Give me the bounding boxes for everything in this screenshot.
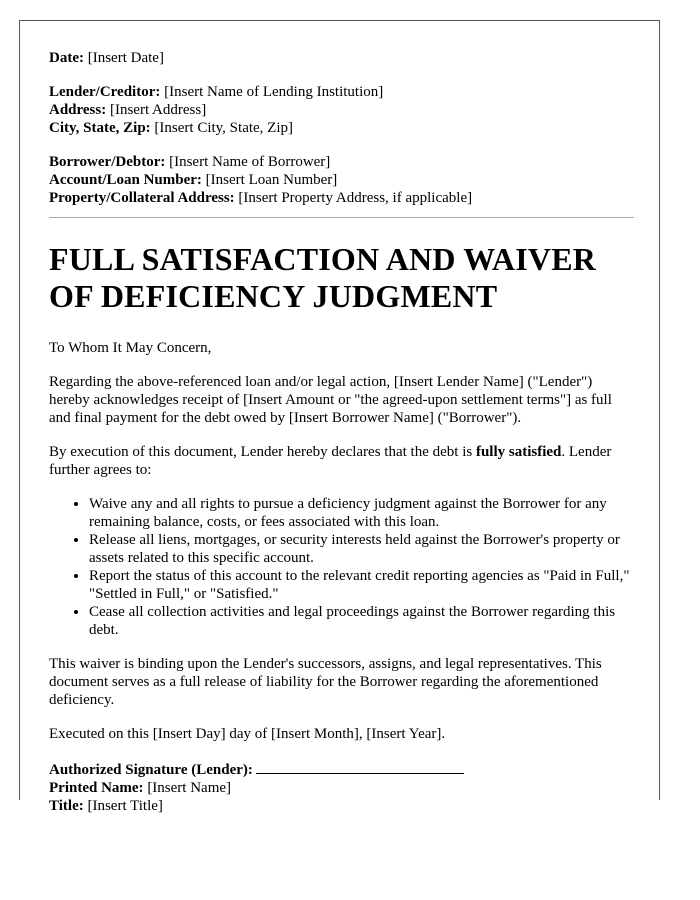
declaration-text-end: . Lender further agrees to: bbox=[49, 444, 612, 478]
lender-value: [Insert Name of Lending Institution] bbox=[164, 84, 384, 100]
signature-label: Authorized Signature (Lender): bbox=[49, 762, 253, 778]
document-content bbox=[49, 49, 634, 815]
document-page bbox=[19, 20, 660, 814]
title-label: Title: bbox=[49, 798, 84, 814]
printed-name-label: Printed Name: bbox=[49, 780, 144, 796]
address-label: Address: bbox=[49, 102, 107, 118]
city-value: [Insert City, State, Zip] bbox=[154, 120, 294, 136]
date-label: Date: bbox=[49, 50, 84, 66]
lender-section bbox=[49, 83, 634, 137]
borrower-section bbox=[49, 153, 634, 207]
binding-paragraph: This waiver is binding upon the Lender's successors, assigns, and legal representatives. This document serves as a full release of liability for the Borrower regarding the aforementioned deficiency. bbox=[49, 656, 602, 708]
list-item: • Report the status of this account to the relevant credit reporting agencies as "Paid in Full," "Settled in Full," or "Satisfied." bbox=[89, 567, 634, 603]
header-divider bbox=[49, 217, 634, 218]
list-item: • Cease all collection activities and legal proceedings against the Borrower regarding this debt. bbox=[89, 603, 634, 639]
account-label: Account/Loan Number: bbox=[49, 172, 202, 188]
account-value: [Insert Loan Number] bbox=[205, 172, 338, 188]
declaration-emphasis: fully satisfied bbox=[475, 444, 562, 460]
borrower-value: [Insert Name of Borrower] bbox=[169, 154, 331, 170]
property-label: Property/Collateral Address: bbox=[49, 190, 235, 206]
address-value: [Insert Address] bbox=[109, 102, 207, 118]
acknowledgement-paragraph: Regarding the above-referenced loan and/or legal action, [Insert Lender Name] ("Lender") hereby acknowledges receipt of [Insert Amount or "the agreed-upon settlement terms"] as full and final payment for the debt owed by [Insert Borrower Name] ("Borrower"). bbox=[49, 374, 612, 426]
borrower-label: Borrower/Debtor: bbox=[49, 154, 166, 170]
date-section bbox=[49, 49, 634, 67]
date-value: [Insert Date] bbox=[87, 50, 164, 66]
declaration-text-start: By execution of this document, Lender hereby declares that the debt is bbox=[49, 444, 476, 460]
list-item: • Release all liens, mortgages, or security interests held against the Borrower's property or assets related to this specific account. bbox=[89, 531, 634, 567]
list-item: • Waive any and all rights to pursue a deficiency judgment against the Borrower for any remaining balance, costs, or fees associated with this loan. bbox=[89, 495, 634, 531]
title-value: [Insert Title] bbox=[87, 798, 163, 814]
lender-label: Lender/Creditor: bbox=[49, 84, 161, 100]
document-title: FULL SATISFACTION AND WAIVER OF DEFICIENCY JUDGMENT bbox=[49, 241, 597, 314]
property-value: [Insert Property Address, if applicable] bbox=[238, 190, 473, 206]
printed-name-value: [Insert Name] bbox=[147, 780, 232, 796]
salutation: To Whom It May Concern, bbox=[49, 340, 212, 356]
signature-line[interactable] bbox=[256, 759, 464, 774]
agreement-list bbox=[49, 495, 634, 639]
declaration-paragraph bbox=[49, 443, 634, 479]
signature-section bbox=[49, 759, 634, 815]
city-label: City, State, Zip: bbox=[49, 120, 151, 136]
execution-line: Executed on this [Insert Day] day of [Insert Month], [Insert Year]. bbox=[49, 726, 446, 742]
